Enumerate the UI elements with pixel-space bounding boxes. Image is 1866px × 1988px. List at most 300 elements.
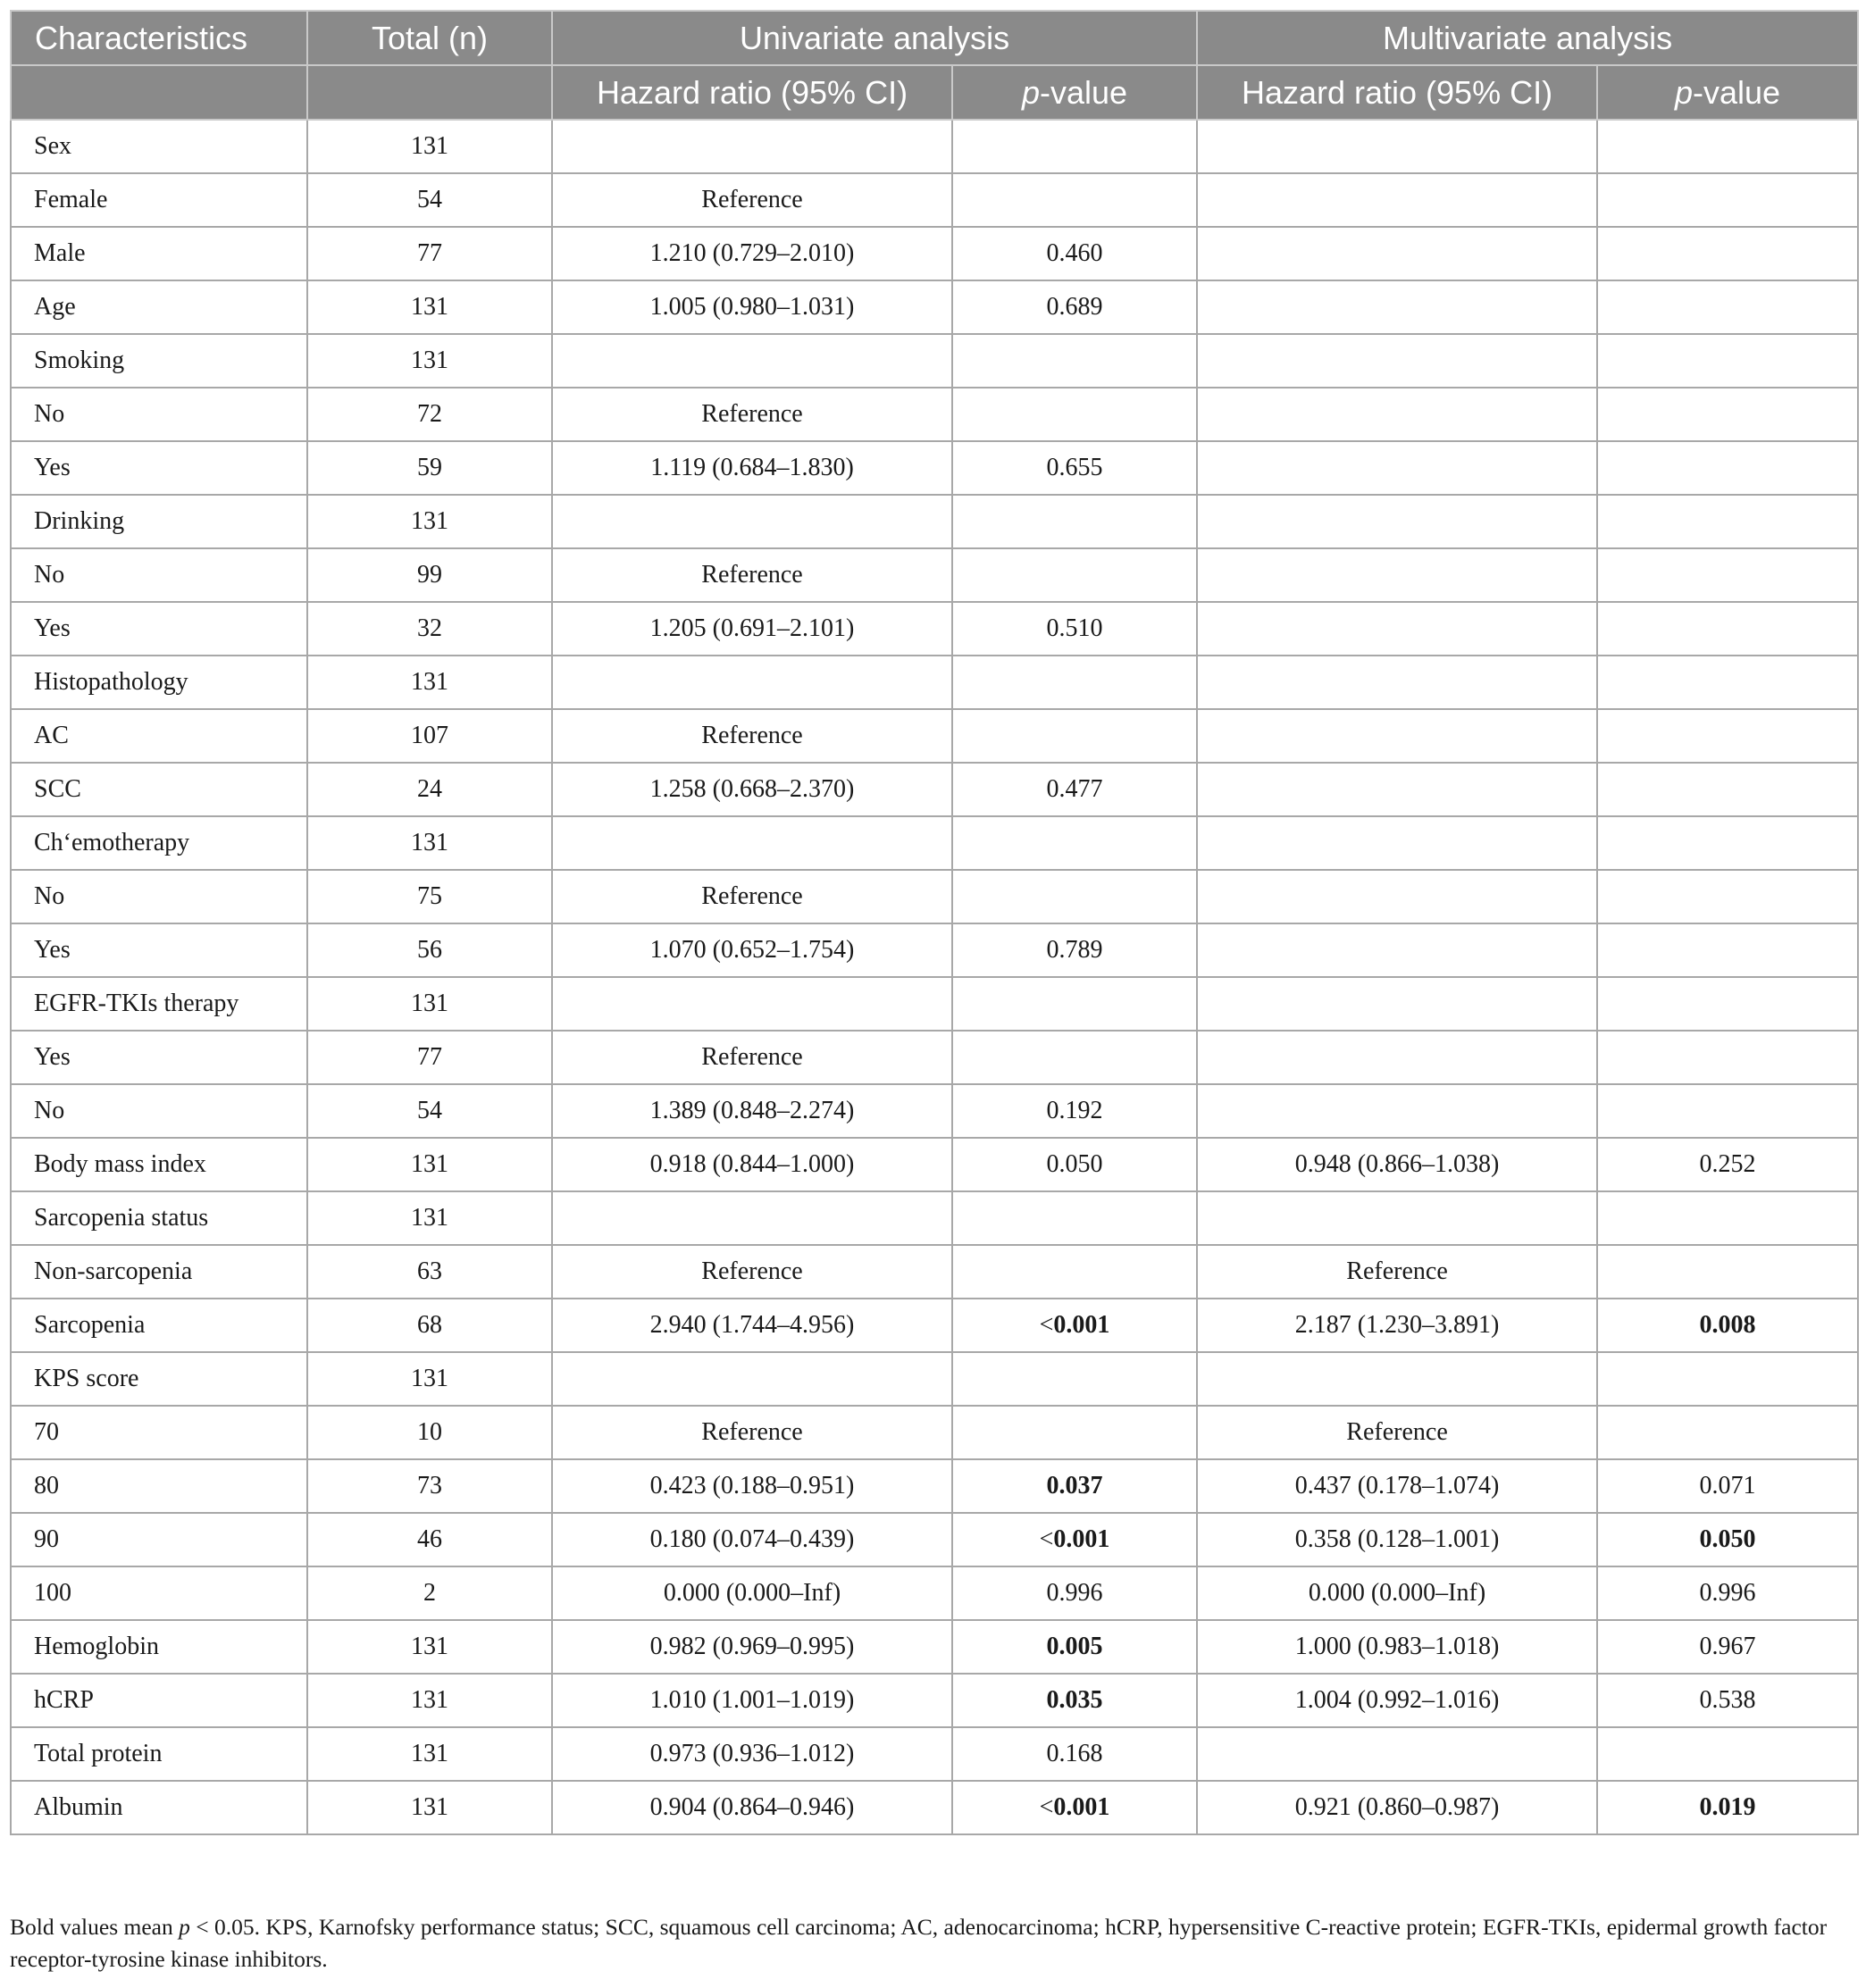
table-row — [11, 1138, 1858, 1191]
cell-multivariate-hr — [1197, 1781, 1597, 1834]
cell-univariate-p — [952, 1674, 1197, 1727]
header-multivariate: Multivariate analysis — [1197, 11, 1858, 65]
cell-univariate-hr — [552, 923, 952, 977]
cell-multivariate-hr — [1197, 1727, 1597, 1781]
cell-characteristic-text: No — [34, 400, 65, 428]
cell-total — [307, 173, 552, 227]
cell-multivariate-p — [1597, 763, 1858, 816]
cell-total — [307, 977, 552, 1031]
cell-characteristic — [11, 495, 307, 548]
cell-characteristic — [11, 1406, 307, 1459]
cell-characteristic-text: Male — [34, 239, 86, 267]
cell-univariate-hr-text: 1.070 (0.652–1.754) — [649, 936, 855, 964]
cell-univariate-p-text: 0.510 — [1046, 614, 1103, 642]
header-univariate-p — [952, 65, 1197, 120]
cell-univariate-hr — [552, 1406, 952, 1459]
table-row — [11, 1084, 1858, 1138]
cell-multivariate-hr — [1197, 1620, 1597, 1674]
cell-multivariate-p — [1597, 923, 1858, 977]
cell-univariate-p — [952, 1084, 1197, 1138]
cell-univariate-hr — [552, 816, 952, 870]
cell-characteristic — [11, 602, 307, 656]
cell-univariate-p — [952, 977, 1197, 1031]
cell-total-text: 54 — [417, 186, 442, 213]
cell-multivariate-hr — [1197, 1513, 1597, 1566]
cell-multivariate-hr — [1197, 1191, 1597, 1245]
cell-univariate-hr — [552, 1674, 952, 1727]
cell-multivariate-p — [1597, 602, 1858, 656]
cell-univariate-hr — [552, 173, 952, 227]
cell-multivariate-hr-text: 0.000 (0.000–Inf) — [1308, 1579, 1486, 1607]
cell-multivariate-p — [1597, 1191, 1858, 1245]
cell-univariate-hr-text: 0.000 (0.000–Inf) — [663, 1579, 841, 1607]
cell-multivariate-p — [1597, 816, 1858, 870]
table-row — [11, 602, 1858, 656]
cell-characteristic — [11, 1459, 307, 1513]
table-row — [11, 816, 1858, 870]
cell-characteristic — [11, 388, 307, 441]
p-value-prefix: < — [1039, 1311, 1054, 1339]
cell-characteristic-text: Body mass index — [34, 1150, 206, 1178]
cell-univariate-hr-text: 0.918 (0.844–1.000) — [649, 1150, 855, 1178]
cell-total — [307, 1459, 552, 1513]
cell-total — [307, 1513, 552, 1566]
cell-total-text: 77 — [417, 239, 442, 267]
cell-multivariate-p-text: 0.008 — [1699, 1311, 1756, 1339]
cell-univariate-p — [952, 1245, 1197, 1299]
cell-univariate-hr — [552, 495, 952, 548]
cell-univariate-p — [952, 495, 1197, 548]
cell-univariate-hr — [552, 1566, 952, 1620]
cell-characteristic-text: Smoking — [34, 347, 125, 374]
cell-multivariate-p — [1597, 1031, 1858, 1084]
cell-total — [307, 1352, 552, 1406]
cell-characteristic — [11, 1299, 307, 1352]
cell-total — [307, 388, 552, 441]
cell-characteristic — [11, 763, 307, 816]
cell-total-text: 131 — [411, 1686, 448, 1714]
cell-multivariate-hr — [1197, 602, 1597, 656]
cell-total-text: 54 — [417, 1097, 442, 1124]
cell-total — [307, 709, 552, 763]
header-row-1 — [11, 11, 1858, 65]
cell-characteristic-text: No — [34, 1097, 65, 1124]
cell-univariate-p — [952, 227, 1197, 280]
cell-multivariate-p — [1597, 441, 1858, 495]
cell-characteristic — [11, 1138, 307, 1191]
cell-multivariate-p — [1597, 388, 1858, 441]
cell-multivariate-hr — [1197, 1031, 1597, 1084]
header-total: Total (n) — [307, 11, 552, 65]
cell-total-text: 32 — [417, 614, 442, 642]
footnote-rest: < 0.05. KPS, Karnofsky performance status; SCC, squamous cell carcinoma; AC, adenocarcinoma; hCRP, hypersensitive C-reactive protein; EGFR-TKIs, epidermal growth factor receptor-tyrosine kinase inhibitors. — [10, 1914, 1828, 1972]
cell-univariate-p — [952, 816, 1197, 870]
cell-total-text: 131 — [411, 507, 448, 535]
cell-total-text: 131 — [411, 990, 448, 1017]
cell-total-text: 68 — [417, 1311, 442, 1339]
cell-multivariate-hr — [1197, 495, 1597, 548]
cell-characteristic-text: 80 — [34, 1472, 59, 1499]
table-row — [11, 1620, 1858, 1674]
cell-multivariate-hr — [1197, 388, 1597, 441]
cell-univariate-p-text: 0.689 — [1046, 293, 1103, 321]
footnote-p: p — [179, 1914, 190, 1940]
cell-total-text: 131 — [411, 1150, 448, 1178]
cell-total-text: 131 — [411, 1793, 448, 1821]
cell-total — [307, 1138, 552, 1191]
header-characteristics: Characteristics — [11, 11, 307, 65]
cell-univariate-hr — [552, 1513, 952, 1566]
table-row — [11, 548, 1858, 602]
cell-univariate-hr — [552, 120, 952, 173]
cell-univariate-hr-text: 0.180 (0.074–0.439) — [649, 1525, 855, 1553]
cell-characteristic — [11, 334, 307, 388]
cell-multivariate-hr-text: 2.187 (1.230–3.891) — [1294, 1311, 1500, 1339]
cell-characteristic — [11, 280, 307, 334]
cell-univariate-p — [952, 1031, 1197, 1084]
footnote-lead: Bold values mean — [10, 1914, 180, 1940]
cell-univariate-hr — [552, 1191, 952, 1245]
table-row — [11, 1513, 1858, 1566]
cell-univariate-p-text: 0.460 — [1046, 239, 1103, 267]
cell-multivariate-hr — [1197, 1352, 1597, 1406]
cell-univariate-hr — [552, 1352, 952, 1406]
cell-characteristic-text: 100 — [34, 1579, 71, 1607]
cell-total — [307, 441, 552, 495]
cell-univariate-p — [952, 1352, 1197, 1406]
cell-total — [307, 1299, 552, 1352]
cell-multivariate-p-text: 0.019 — [1699, 1793, 1756, 1821]
cell-characteristic-text: Sarcopenia — [34, 1311, 146, 1339]
cell-total — [307, 1620, 552, 1674]
cell-characteristic — [11, 816, 307, 870]
cell-total-text: 59 — [417, 454, 442, 481]
cell-total — [307, 816, 552, 870]
cell-multivariate-hr — [1197, 1245, 1597, 1299]
cell-characteristic-text: 70 — [34, 1418, 59, 1446]
cell-multivariate-p — [1597, 1674, 1858, 1727]
cell-univariate-p-text: 0.655 — [1046, 454, 1103, 481]
cell-multivariate-hr — [1197, 923, 1597, 977]
cell-characteristic — [11, 923, 307, 977]
cell-univariate-p — [952, 602, 1197, 656]
cell-multivariate-hr-text: 0.921 (0.860–0.987) — [1294, 1793, 1500, 1821]
cell-univariate-p-text: 0.192 — [1046, 1097, 1103, 1124]
cell-total — [307, 334, 552, 388]
cell-univariate-hr-text: Reference — [701, 1257, 803, 1285]
cell-characteristic-text: Sex — [34, 132, 71, 160]
cell-univariate-hr-text: Reference — [701, 1043, 803, 1071]
p-value-prefix: < — [1039, 1525, 1054, 1553]
table-row — [11, 870, 1858, 923]
cell-univariate-hr-text: 0.982 (0.969–0.995) — [649, 1633, 855, 1660]
cell-total — [307, 280, 552, 334]
cell-total — [307, 923, 552, 977]
cell-univariate-p-text: 0.001 — [1053, 1311, 1110, 1339]
cell-univariate-hr — [552, 1620, 952, 1674]
cell-univariate-p-text: 0.001 — [1053, 1525, 1110, 1553]
cell-total-text: 131 — [411, 1204, 448, 1232]
cell-multivariate-hr — [1197, 1459, 1597, 1513]
table-footnote — [10, 1911, 1857, 1975]
cell-characteristic — [11, 1191, 307, 1245]
header-univariate-hr: Hazard ratio (95% CI) — [552, 65, 952, 120]
cell-characteristic — [11, 1352, 307, 1406]
table-row — [11, 120, 1858, 173]
table-row — [11, 709, 1858, 763]
cell-multivariate-hr — [1197, 280, 1597, 334]
cell-multivariate-hr — [1197, 1406, 1597, 1459]
cell-univariate-hr — [552, 656, 952, 709]
cell-univariate-hr — [552, 1245, 952, 1299]
cell-characteristic — [11, 173, 307, 227]
cell-univariate-hr-text: 1.258 (0.668–2.370) — [649, 775, 855, 803]
cell-univariate-hr — [552, 441, 952, 495]
cell-total — [307, 1781, 552, 1834]
cell-total — [307, 495, 552, 548]
cell-univariate-hr — [552, 709, 952, 763]
p-italic: p — [1021, 73, 1040, 111]
cell-multivariate-hr — [1197, 120, 1597, 173]
table-row — [11, 1191, 1858, 1245]
cell-total-text: 46 — [417, 1525, 442, 1553]
cell-univariate-p — [952, 1620, 1197, 1674]
table-row — [11, 334, 1858, 388]
table-row — [11, 977, 1858, 1031]
cell-total-text: 24 — [417, 775, 442, 803]
cell-characteristic-text: Age — [34, 293, 76, 321]
cell-univariate-hr — [552, 1781, 952, 1834]
cell-univariate-hr — [552, 1031, 952, 1084]
table-row — [11, 923, 1858, 977]
cell-univariate-hr-text: 0.423 (0.188–0.951) — [649, 1472, 855, 1499]
cell-univariate-hr-text: 1.205 (0.691–2.101) — [649, 614, 855, 642]
cell-univariate-hr — [552, 870, 952, 923]
cell-multivariate-hr — [1197, 173, 1597, 227]
cell-characteristic — [11, 709, 307, 763]
cell-multivariate-hr — [1197, 1138, 1597, 1191]
table-row — [11, 1031, 1858, 1084]
cell-characteristic-text: Yes — [34, 936, 71, 964]
cell-characteristic-text: Total protein — [34, 1740, 163, 1767]
cell-multivariate-p-text: 0.967 — [1699, 1633, 1756, 1660]
cell-characteristic-text: Female — [34, 186, 108, 213]
cell-characteristic-text: Non-sarcopenia — [34, 1257, 193, 1285]
cell-multivariate-p — [1597, 334, 1858, 388]
cell-characteristic — [11, 977, 307, 1031]
cell-multivariate-hr — [1197, 441, 1597, 495]
p-suffix: -value — [1039, 73, 1128, 111]
table-row — [11, 1727, 1858, 1781]
cell-multivariate-hr — [1197, 816, 1597, 870]
cell-multivariate-p — [1597, 1620, 1858, 1674]
cell-characteristic-text: Histopathology — [34, 668, 188, 696]
table-body — [11, 120, 1858, 1834]
cell-characteristic — [11, 548, 307, 602]
table-row — [11, 173, 1858, 227]
cell-multivariate-hr-text: 1.004 (0.992–1.016) — [1294, 1686, 1500, 1714]
cell-univariate-hr-text: Reference — [701, 722, 803, 749]
header-empty-2 — [307, 65, 552, 120]
cell-univariate-p-text: 0.789 — [1046, 936, 1103, 964]
table-row — [11, 1299, 1858, 1352]
cell-multivariate-p — [1597, 1299, 1858, 1352]
cell-univariate-hr — [552, 1459, 952, 1513]
cell-total-text: 131 — [411, 347, 448, 374]
cell-multivariate-p-text: 0.071 — [1699, 1472, 1756, 1499]
cell-univariate-p-text: 0.001 — [1053, 1793, 1110, 1821]
cell-characteristic-text: SCC — [34, 775, 81, 803]
cell-univariate-p — [952, 173, 1197, 227]
cell-univariate-p-text: 0.037 — [1046, 1472, 1103, 1499]
cell-univariate-p — [952, 1406, 1197, 1459]
cell-characteristic-text: Ch‘emotherapy — [34, 829, 190, 856]
cell-univariate-p — [952, 1299, 1197, 1352]
cell-total — [307, 763, 552, 816]
cell-multivariate-p — [1597, 977, 1858, 1031]
cell-univariate-hr-text: 0.904 (0.864–0.946) — [649, 1793, 855, 1821]
cell-total — [307, 1727, 552, 1781]
cell-univariate-hr — [552, 763, 952, 816]
table-row — [11, 763, 1858, 816]
table-row — [11, 388, 1858, 441]
cell-multivariate-hr — [1197, 709, 1597, 763]
cell-multivariate-hr — [1197, 1299, 1597, 1352]
cell-multivariate-p — [1597, 1406, 1858, 1459]
cell-total — [307, 1084, 552, 1138]
cell-univariate-p — [952, 441, 1197, 495]
cell-univariate-p — [952, 763, 1197, 816]
cell-characteristic — [11, 1727, 307, 1781]
cell-multivariate-p — [1597, 227, 1858, 280]
cell-univariate-hr-text: Reference — [701, 186, 803, 213]
cell-characteristic-text: Sarcopenia status — [34, 1204, 209, 1232]
cell-multivariate-hr — [1197, 870, 1597, 923]
cell-total-text: 99 — [417, 561, 442, 589]
cell-multivariate-p — [1597, 1352, 1858, 1406]
cell-multivariate-p — [1597, 1459, 1858, 1513]
cell-multivariate-p — [1597, 1084, 1858, 1138]
cell-multivariate-p-text: 0.996 — [1699, 1579, 1756, 1607]
table-row — [11, 280, 1858, 334]
cell-multivariate-hr — [1197, 656, 1597, 709]
table-row — [11, 1566, 1858, 1620]
cell-univariate-hr-text: 2.940 (1.744–4.956) — [649, 1311, 855, 1339]
table-row — [11, 227, 1858, 280]
cell-total-text: 131 — [411, 293, 448, 321]
cell-total-text: 131 — [411, 132, 448, 160]
cell-multivariate-hr — [1197, 977, 1597, 1031]
cell-univariate-p-text: 0.477 — [1046, 775, 1103, 803]
cell-multivariate-p — [1597, 173, 1858, 227]
cell-multivariate-p — [1597, 495, 1858, 548]
cell-multivariate-p — [1597, 1138, 1858, 1191]
table-row — [11, 656, 1858, 709]
cell-multivariate-hr-text: 0.437 (0.178–1.074) — [1294, 1472, 1500, 1499]
cell-univariate-p-text: 0.168 — [1046, 1740, 1103, 1767]
cell-multivariate-hr-text: Reference — [1346, 1418, 1448, 1446]
cell-characteristic — [11, 227, 307, 280]
cell-total-text: 77 — [417, 1043, 442, 1071]
cell-univariate-hr-text: Reference — [701, 1418, 803, 1446]
cell-total-text: 56 — [417, 936, 442, 964]
cell-total-text: 131 — [411, 1633, 448, 1660]
cell-univariate-hr — [552, 1299, 952, 1352]
cell-total — [307, 227, 552, 280]
cell-univariate-p — [952, 1138, 1197, 1191]
cell-total-text: 107 — [411, 722, 448, 749]
cell-univariate-hr-text: 0.973 (0.936–1.012) — [649, 1740, 855, 1767]
table-row — [11, 441, 1858, 495]
cell-univariate-p — [952, 709, 1197, 763]
cell-multivariate-p — [1597, 1245, 1858, 1299]
cell-characteristic — [11, 1513, 307, 1566]
cell-univariate-p — [952, 388, 1197, 441]
cell-univariate-hr — [552, 334, 952, 388]
cell-characteristic — [11, 1245, 307, 1299]
cell-univariate-hr-text: 1.389 (0.848–2.274) — [649, 1097, 855, 1124]
table-row — [11, 1459, 1858, 1513]
cell-univariate-hr — [552, 1138, 952, 1191]
cell-univariate-hr — [552, 602, 952, 656]
cell-total-text: 131 — [411, 668, 448, 696]
cell-multivariate-hr — [1197, 1084, 1597, 1138]
cell-univariate-p — [952, 870, 1197, 923]
table-row — [11, 1245, 1858, 1299]
cell-univariate-p — [952, 1566, 1197, 1620]
header-empty-1 — [11, 65, 307, 120]
cell-univariate-p — [952, 280, 1197, 334]
cell-multivariate-hr — [1197, 1566, 1597, 1620]
header-univariate: Univariate analysis — [552, 11, 1197, 65]
cell-multivariate-p — [1597, 1513, 1858, 1566]
cell-multivariate-hr-text: 0.948 (0.866–1.038) — [1294, 1150, 1500, 1178]
cell-characteristic-text: Yes — [34, 614, 71, 642]
cell-univariate-hr — [552, 280, 952, 334]
cell-characteristic-text: KPS score — [34, 1365, 139, 1392]
cell-total — [307, 120, 552, 173]
cell-total-text: 131 — [411, 1365, 448, 1392]
cell-multivariate-hr-text: 0.358 (0.128–1.001) — [1294, 1525, 1500, 1553]
cell-characteristic — [11, 1566, 307, 1620]
cell-univariate-hr — [552, 1084, 952, 1138]
cell-multivariate-p-text: 0.050 — [1699, 1525, 1756, 1553]
cell-multivariate-hr — [1197, 763, 1597, 816]
cell-univariate-p — [952, 1727, 1197, 1781]
cell-multivariate-hr — [1197, 227, 1597, 280]
cell-total — [307, 548, 552, 602]
cell-univariate-hr-text: 1.010 (1.001–1.019) — [649, 1686, 855, 1714]
cell-univariate-hr-text: Reference — [701, 400, 803, 428]
cell-multivariate-p-text: 0.538 — [1699, 1686, 1756, 1714]
cell-characteristic — [11, 1620, 307, 1674]
cell-multivariate-p — [1597, 1727, 1858, 1781]
cell-univariate-p — [952, 656, 1197, 709]
cell-total — [307, 602, 552, 656]
cell-characteristic-text: Albumin — [34, 1793, 123, 1821]
cell-total — [307, 1031, 552, 1084]
cell-univariate-hr — [552, 1727, 952, 1781]
cell-univariate-p — [952, 1459, 1197, 1513]
cell-multivariate-p — [1597, 1566, 1858, 1620]
cell-characteristic — [11, 120, 307, 173]
table-row — [11, 1352, 1858, 1406]
cell-univariate-hr-text: 1.210 (0.729–2.010) — [649, 239, 855, 267]
cell-multivariate-p — [1597, 709, 1858, 763]
table-row — [11, 1674, 1858, 1727]
cell-univariate-p — [952, 1513, 1197, 1566]
table-row — [11, 1406, 1858, 1459]
